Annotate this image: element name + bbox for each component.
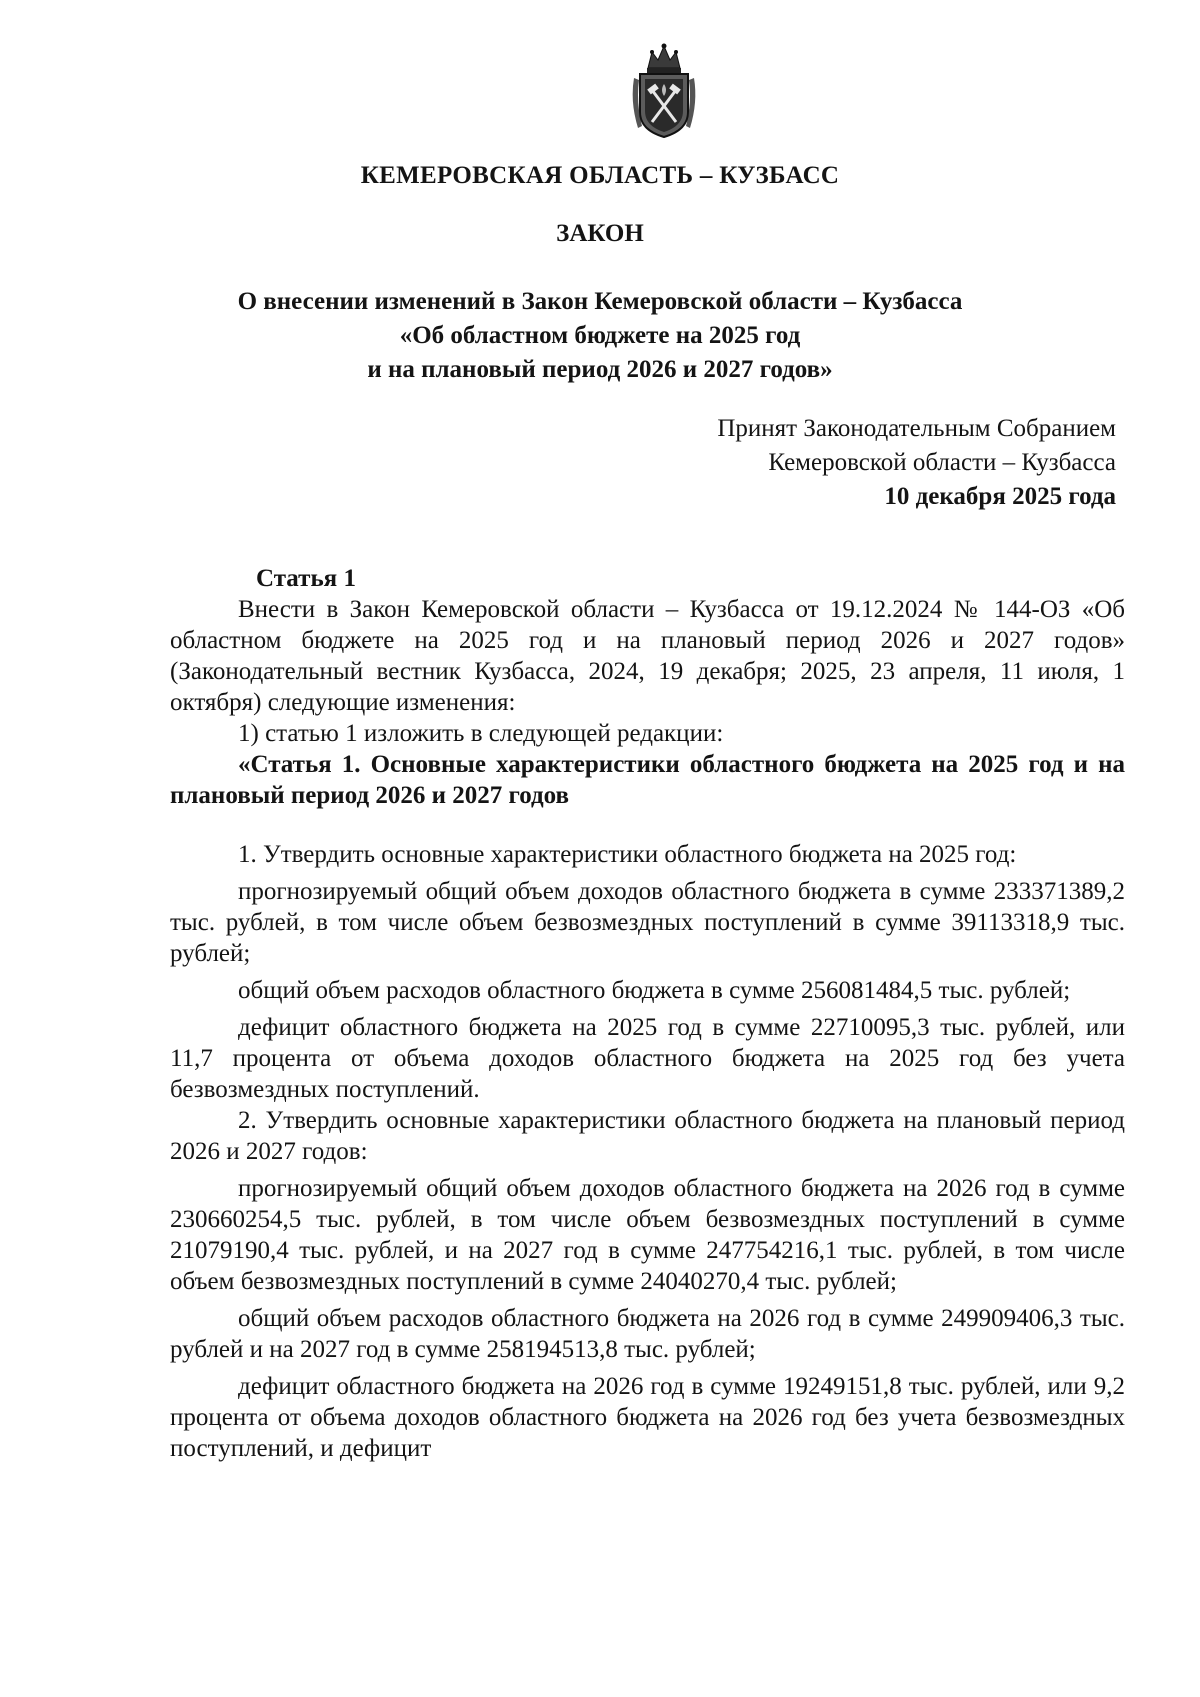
adoption-block xyxy=(717,412,1116,514)
coat-of-arms-icon xyxy=(628,42,700,140)
region-title: КЕМЕРОВСКАЯ ОБЛАСТЬ – КУЗБАСС xyxy=(360,162,840,189)
paragraph-1: 1. Утвердить основные характеристики областного бюджета на 2025 год: xyxy=(238,841,1017,868)
law-title-line-2: «Об областном бюджете на 2025 год xyxy=(399,322,801,349)
law-title xyxy=(0,285,1200,387)
law-title-line-3: и на плановый период 2026 и 2027 годов» xyxy=(367,356,833,383)
adoption-date: 10 декабря 2025 года xyxy=(884,483,1116,510)
paragraph-7: общий объем расходов областного бюджета на 2026 год в сумме 249909406,3 тыс. рублей и на 2027 год в сумме 258194513,8 тыс. рублей; xyxy=(170,1305,1125,1363)
paragraph-3: общий объем расходов областного бюджета в сумме 256081484,5 тыс. рублей; xyxy=(238,977,1071,1004)
paragraph-2: прогнозируемый общий объем доходов областного бюджета в сумме 233371389,2 тыс. рублей, в том числе объем безвозмездных поступлений в сумме 39113318,9 тыс. рублей; xyxy=(170,878,1125,967)
adoption-line-2: Кемеровской области – Кузбасса xyxy=(768,449,1116,476)
paragraph-8: дефицит областного бюджета на 2026 год в сумме 19249151,8 тыс. рублей, или 9,2 процента от объема доходов областного бюджета на 2026 год без учета безвозмездных поступлений, и дефицит xyxy=(170,1373,1125,1462)
paragraph-5: 2. Утвердить основные характеристики областного бюджета на плановый период 2026 и 2027 годов: xyxy=(170,1107,1125,1165)
article-item-1: 1) статью 1 изложить в следующей редакции: xyxy=(238,720,724,747)
inner-article-heading: «Статья 1. Основные характеристики областного бюджета на 2025 год и на плановый период 2026 и 2027 годов xyxy=(170,751,1125,809)
paragraph-6: прогнозируемый общий объем доходов областного бюджета на 2026 год в сумме 230660254,5 тыс. рублей, в том числе объем безвозмездных поступлений в сумме 21079190,4 тыс. рублей, и на 2027 год в сумме 247754216,1 тыс. рублей, в том числе объем безвозмездных поступлений в сумме 24040270,4 тыс. рублей; xyxy=(170,1175,1125,1295)
document-type: ЗАКОН xyxy=(556,220,644,247)
law-title-line-1: О внесении изменений в Закон Кемеровской области – Кузбасса xyxy=(237,288,963,315)
adoption-line-1: Принят Законодательным Собранием xyxy=(717,415,1116,442)
article-intro: Внести в Закон Кемеровской области – Кузбасса от 19.12.2024 № 144-ОЗ «Об областном бюджете на 2025 год и на плановый период 2026 и 2027 годов» (Законодательный вестник Кузбасса, 2024, 19 декабря; 2025, 23 апреля, 11 июля, 1 октября) следующие изменения: xyxy=(170,596,1125,716)
paragraph-4: дефицит областного бюджета на 2025 год в сумме 22710095,3 тыс. рублей, или 11,7 процента от объема доходов областного бюджета на 2025 год без учета безвозмездных поступлений. xyxy=(170,1014,1125,1103)
law-body xyxy=(170,563,1125,1464)
article-heading: Статья 1 xyxy=(256,565,356,592)
